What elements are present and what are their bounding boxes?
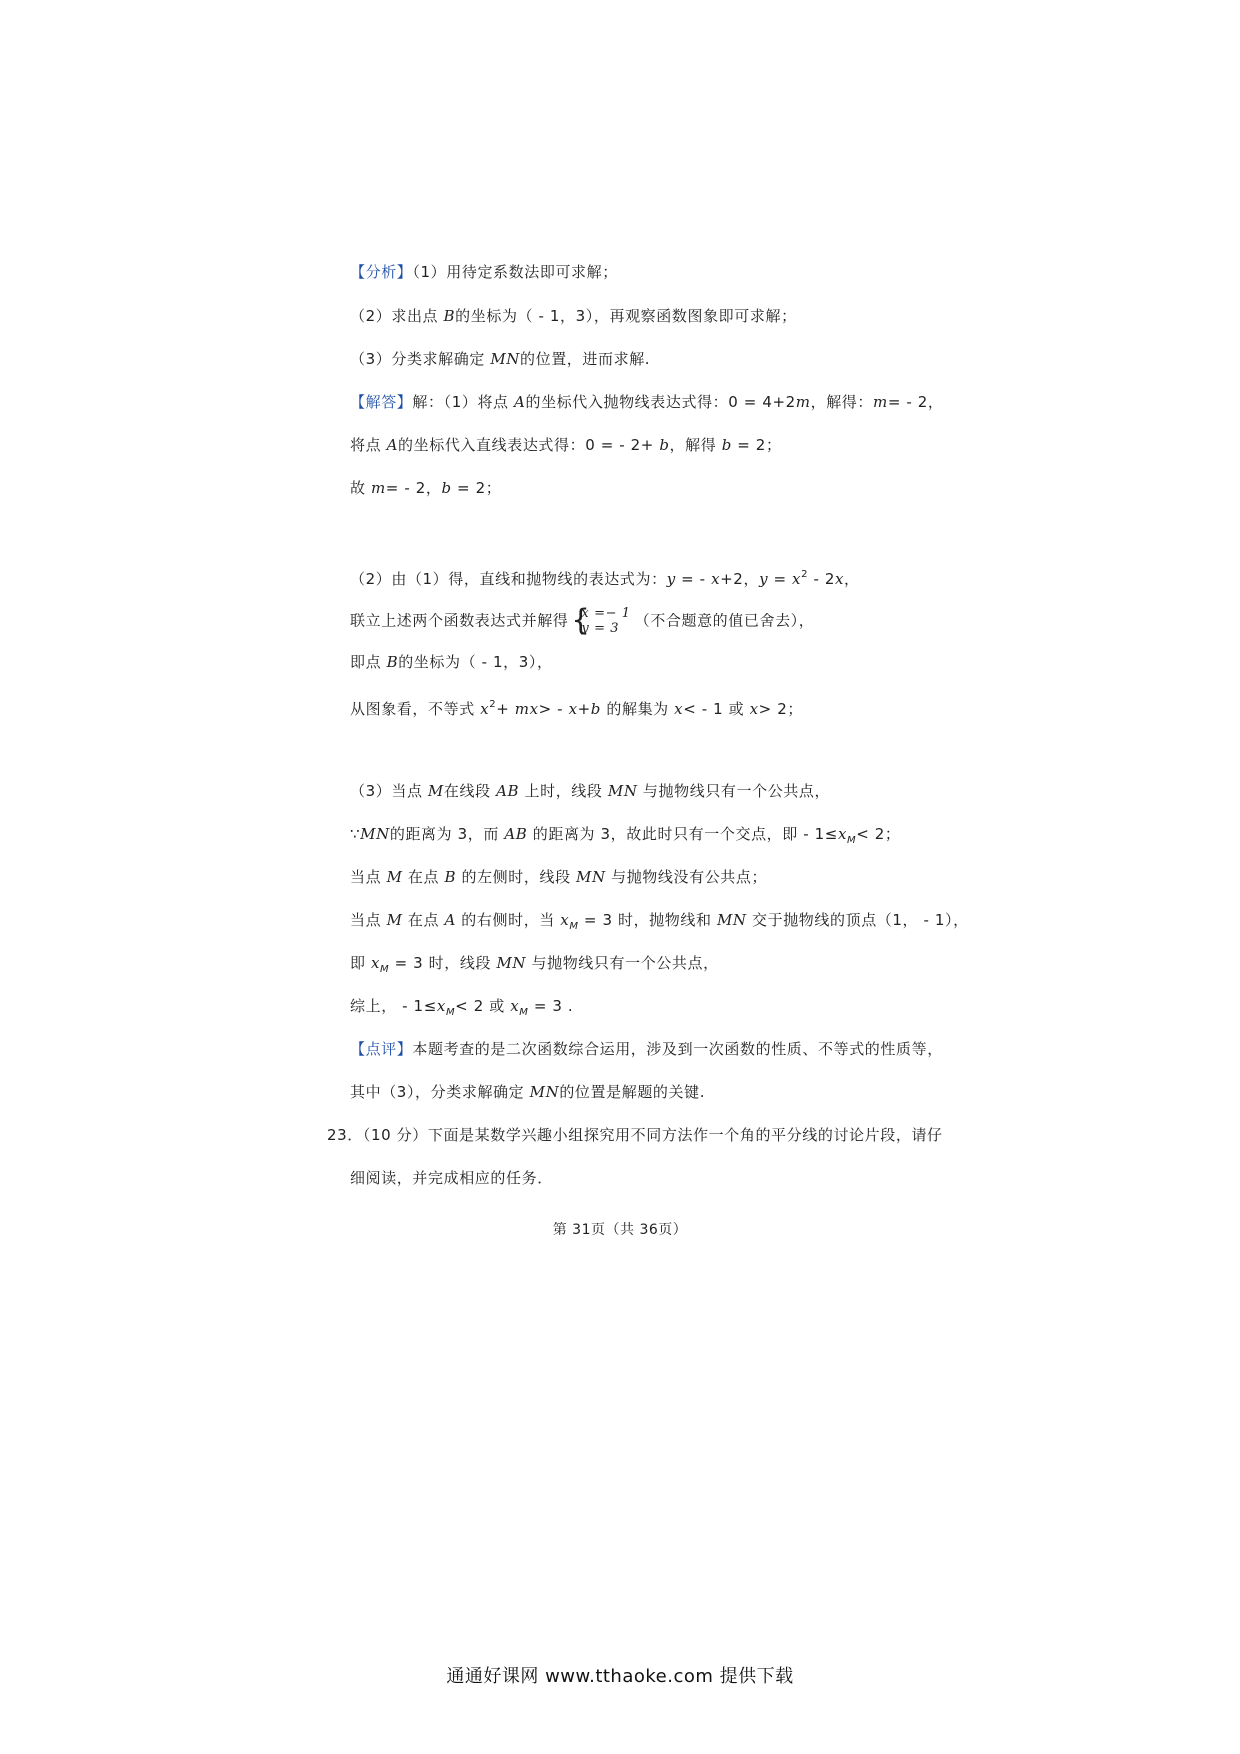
analysis-line-1: 【分析】（1）用待定系数法即可求解； (350, 263, 618, 281)
comment-tag: 【点评】 (350, 1040, 413, 1058)
answer-tag: 【解答】 (350, 393, 413, 411)
brace-icon: { (571, 603, 591, 637)
question-23-line-1: 23．（10 分）下面是某数学兴趣小组探究用不同方法作一个角的平分线的讨论片段，请仔 (327, 1126, 943, 1144)
answer-line-2: 将点 A的坐标代入直线表达式得：0 = - 2+ b，解得 b = 2； (350, 436, 782, 454)
analysis-line-3: （3）分类求解确定 MN的位置，进而求解. (350, 350, 651, 368)
part3-line-6: 综上， - $1\le x_M< 2$ 或 $x_M = 3$ . (350, 997, 574, 1018)
part2-line-3: 即点 B的坐标为（ - 1，3）， (350, 653, 553, 671)
analysis-line-2: （2）求出点 B的坐标为（ - 1，3），再观察函数图象即可求解； (350, 307, 797, 325)
part2-line-2: 联立上述两个函数表达式并解得 { x =− 1 y = 3 （不合题意的值已舍去）， (350, 603, 815, 637)
comment-line-2: 其中（3），分类求解确定 MN的位置是解题的关键. (350, 1083, 706, 1101)
equation-system: { x =− 1 y = 3 (571, 603, 631, 637)
footer-watermark: 通通好课网 www.tthaoke.com 提供下载 (446, 1666, 794, 1687)
part3-line-5: 即 $x_M = 3$ 时，线段 MN 与抛物线只有一个公共点， (350, 954, 719, 975)
part2-line-1: （2）由（1）得，直线和抛物线的表达式为：y = - x+2，$y = x^2 - 2x$， (350, 569, 860, 588)
analysis-tag: 【分析】 (350, 263, 413, 281)
part3-line-1: （3）当点 M在线段 AB 上时，线段 MN 与抛物线只有一个公共点， (350, 782, 831, 800)
part3-line-4: 当点 M 在点 A 的右侧时，当 $x_M = 3$ 时，抛物线和 MN 交于抛物线的顶点（1， - 1）， (350, 911, 969, 932)
answer-line-1: 【解答】解：（1）将点 A的坐标代入抛物线表达式得：0 = 4+2m，解得：m= - 2， (350, 393, 944, 411)
part2-line-4: 从图象看，不等式 $x^2+ mx> - x+b$ 的解集为 x< - 1 或 x> 2； (350, 699, 803, 718)
comment-line-1: 【点评】本题考查的是二次函数综合运用，涉及到一次函数的性质、不等式的性质等， (350, 1040, 943, 1058)
part3-line-3: 当点 M 在点 B 的左侧时，线段 MN 与抛物线没有公共点； (350, 868, 768, 886)
page-number: 第 31页（共 36页） (552, 1222, 688, 1238)
part3-line-2: ∵MN的距离为 3，而 AB 的距离为 3，故此时只有一个交点，即 - $1\le x_M< 2$； (350, 825, 901, 846)
answer-line-3: 故 m= - 2，b = 2； (350, 479, 502, 497)
question-23-line-2: 细阅读，并完成相应的任务． (350, 1169, 553, 1187)
